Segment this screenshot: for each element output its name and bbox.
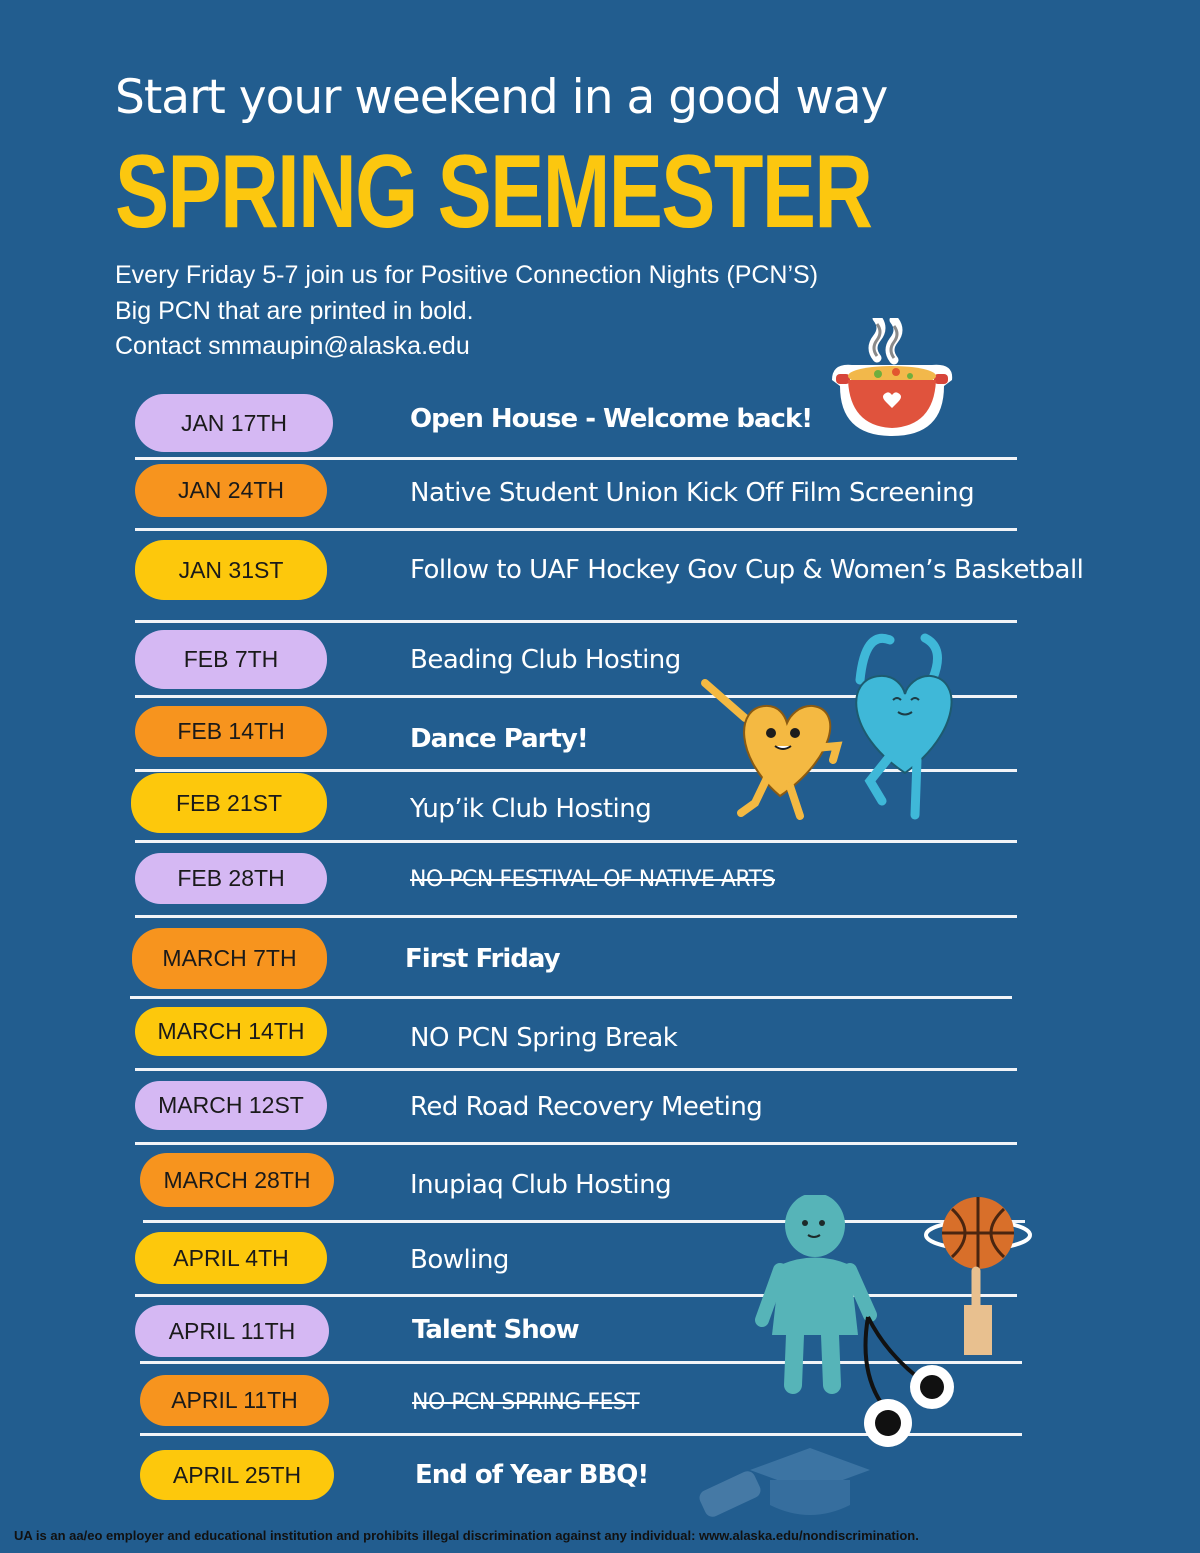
page-title: SPRING SEMESTER: [115, 134, 872, 250]
event-red-road-recovery: Red Road Recovery Meeting: [410, 1092, 763, 1122]
divider: [135, 1142, 1017, 1145]
event-spring-fest: NO PCN SPRING FEST: [412, 1390, 640, 1415]
divider: [135, 528, 1017, 531]
date-pill-april-11b: APRIL 11TH: [140, 1375, 329, 1426]
event-hockey-basketball: Follow to UAF Hockey Gov Cup & Women’s Basketball: [410, 555, 1084, 585]
divider: [135, 620, 1017, 623]
intro-line-bold-note: Big PCN that are printed in bold.: [115, 296, 474, 325]
divider: [135, 1068, 1017, 1071]
intro-line-contact[interactable]: Contact smmaupin@alaska.edu: [115, 332, 470, 360]
basketball-figure-illustration: [750, 1195, 1040, 1465]
date-pill-april-4: APRIL 4TH: [135, 1232, 327, 1284]
event-spring-break: NO PCN Spring Break: [410, 1023, 678, 1053]
event-end-of-year-bbq: End of Year BBQ!: [415, 1460, 649, 1490]
divider: [130, 996, 1012, 999]
date-pill-march-21: MARCH 12ST: [135, 1081, 327, 1130]
divider: [135, 457, 1017, 460]
divider: [135, 915, 1017, 918]
footer-disclaimer: UA is an aa/eo employer and educational institution and prohibits illegal discrimination against any individual: www.alaska.edu/nondiscrimination.: [14, 1528, 919, 1543]
date-pill-jan-24: JAN 24TH: [135, 464, 327, 517]
event-film-screening: Native Student Union Kick Off Film Screening: [410, 478, 975, 508]
soup-pot-icon: [822, 318, 962, 448]
event-beading-club: Beading Club Hosting: [410, 645, 681, 675]
intro-text: [115, 258, 818, 365]
date-pill-april-11: APRIL 11TH: [135, 1305, 329, 1357]
date-pill-jan-17: JAN 17TH: [135, 394, 333, 452]
divider: [135, 840, 1017, 843]
date-pill-march-28: MARCH 28TH: [140, 1153, 334, 1207]
date-pill-feb-7: FEB 7TH: [135, 630, 327, 689]
date-pill-april-25: APRIL 25TH: [140, 1450, 334, 1500]
event-bowling: Bowling: [410, 1245, 509, 1275]
event-open-house: Open House - Welcome back!: [410, 404, 813, 434]
event-yupik-club: Yup’ik Club Hosting: [410, 794, 652, 824]
dancing-hearts-illustration: [695, 628, 955, 828]
date-pill-march-14: MARCH 14TH: [135, 1007, 327, 1056]
date-pill-march-7: MARCH 7TH: [132, 928, 327, 989]
event-festival-native-arts: NO PCN FESTIVAL OF NATIVE ARTS: [410, 867, 776, 892]
event-talent-show: Talent Show: [412, 1315, 579, 1345]
event-inupiaq-club: Inupiaq Club Hosting: [410, 1170, 672, 1200]
headline: Start your weekend in a good way: [115, 70, 888, 125]
date-pill-feb-21: FEB 21ST: [131, 773, 327, 833]
event-dance-party: Dance Party!: [410, 724, 588, 754]
intro-line-schedule: Every Friday 5-7 join us for Positive Connection Nights (PCN’S): [115, 261, 819, 289]
date-pill-feb-28: FEB 28TH: [135, 853, 327, 904]
date-pill-feb-14: FEB 14TH: [135, 706, 327, 757]
graduation-cap-icon: [690, 1440, 890, 1535]
event-first-friday: First Friday: [405, 944, 560, 974]
date-pill-jan-31: JAN 31ST: [135, 540, 327, 600]
